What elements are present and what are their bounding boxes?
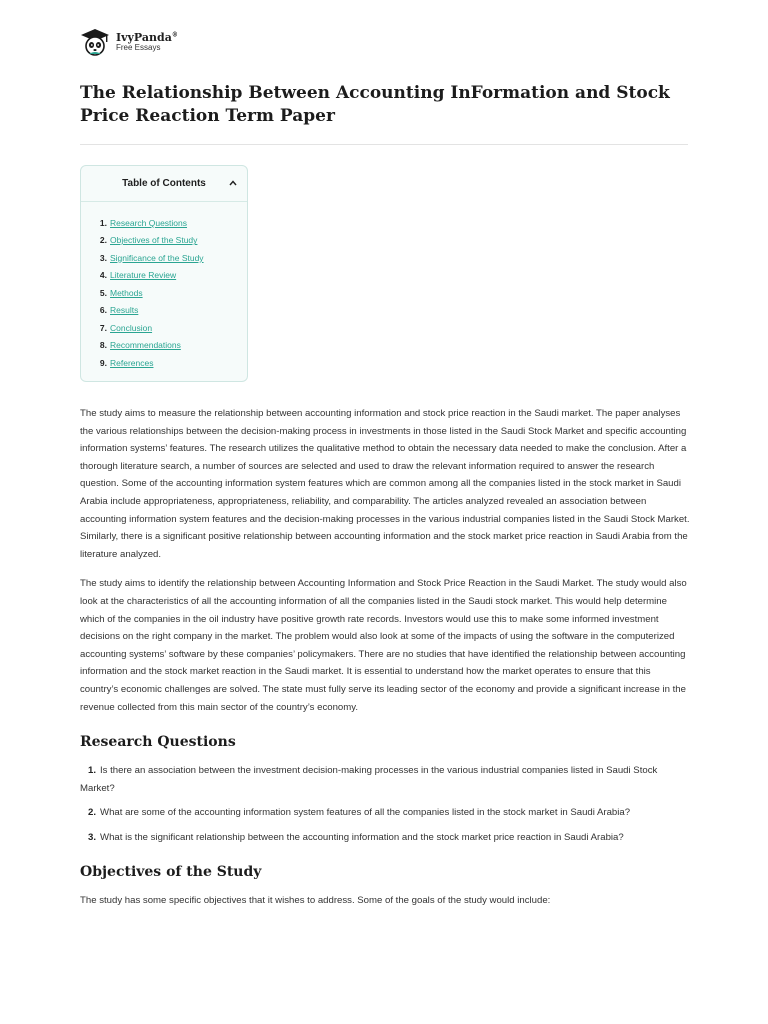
toc-header[interactable] <box>81 166 247 202</box>
toc-link-literature-review[interactable]: Literature Review <box>110 270 177 281</box>
article-body <box>80 405 690 922</box>
logo-name: IvyPanda® <box>116 30 178 44</box>
site-logo[interactable] <box>80 28 178 56</box>
toc-item: 5. Methods <box>99 287 143 298</box>
toc-link-results[interactable]: Results <box>110 305 139 316</box>
toc-link-research-questions[interactable]: Research Questions <box>110 217 188 228</box>
research-questions-heading: Research Questions <box>80 734 236 751</box>
table-of-contents <box>80 165 248 382</box>
abstract-paragraph: The study aims to measure the relationship between accounting information and stock price reaction in the Saudi market. The paper analyses the various relationships between the decision-making process in investments in those listed in the Saudi Stock Market and specific accounting information systems’ features. The research utilizes the qualitative method to obtain the necessary data needed to make the conclusion. After a thorough literature search, a number of sources are selected and used to draw the relevant information required to answer the research question. Some of the accounting information system features which are common among all the companies listed in the stock market in Saudi Arabia include appropriateness, appropriateness, reliability, and comparability. The articles analyzed revealed an association between accounting information system features and the decision-making processes in the various industrial companies listed in the Saudi Stock Market. Similarly, there is a significant positive relationship between accounting information and the stock market price reaction in Saudi Arabia from the literature analyzed. <box>80 408 690 560</box>
toc-item: 1. Research Questions <box>99 217 188 228</box>
toc-title: Table of Contents <box>122 178 206 189</box>
toc-item: 3. Significance of the Study <box>99 252 204 263</box>
toc-link-objectives[interactable]: Objectives of the Study <box>110 235 198 246</box>
toc-item: 9. References <box>99 357 154 368</box>
objectives-intro: The study has some specific objectives that it wishes to address. Some of the goals of the study would include: <box>80 895 551 907</box>
chevron-up-icon[interactable] <box>229 180 237 186</box>
toc-link-conclusion[interactable]: Conclusion <box>110 322 153 333</box>
toc-item: 6. Results <box>99 305 139 316</box>
toc-link-methods[interactable]: Methods <box>110 287 143 298</box>
question-item: 3. What is the significant relationship between the accounting information and the stock market price reaction in Saudi Arabia? <box>88 831 624 843</box>
toc-item: 4. Literature Review <box>99 270 177 281</box>
research-questions-list <box>80 762 690 846</box>
objectives-heading: Objectives of the Study <box>80 864 262 881</box>
toc-item: 7. Conclusion <box>99 322 153 333</box>
question-item: 2. What are some of the accounting information system features of all the companies listed in the stock market in Saudi Arabia? <box>88 807 631 819</box>
question-item: 1. Is there an association between the investment decision-making processes in the various industrial companies listed in Saudi Stock Market? <box>80 765 658 794</box>
toc-link-references[interactable]: References <box>110 357 154 368</box>
toc-link-significance[interactable]: Significance of the Study <box>110 252 204 263</box>
logo-tagline: Free Essays <box>116 42 161 52</box>
title-divider <box>80 144 688 145</box>
toc-link-recommendations[interactable]: Recommendations <box>110 340 181 351</box>
toc-list <box>81 202 247 372</box>
page-title: The Relationship Between Accounting InFormation and Stock Price Reaction Term Paper <box>80 83 670 126</box>
toc-item: 8. Recommendations <box>99 340 181 351</box>
panda-logo-icon <box>80 28 110 56</box>
intro-paragraph: The study aims to identify the relationship between Accounting Information and Stock Price Reaction in the Saudi Market. The study would also look at the characteristics of all the accounting information of all the companies listed in the Saudi stock market. This would help determine which of the companies in the oil industry have positive growth rate records. Investors would use this to make some informed investment decisions on the right company in the market. The problem would also look at some of the impacts of using the software in the computerized accounting systems’ software by these companies’ policymakers. There are no studies that have identified the relationship between accounting information and the stock market reaction in the Saudi market. It is essential to understand how the market operates to ensure that this country’s economic challenges are solved. The state must fully serve its leading sector of the economy and provide a significant increase in the revenue collected from this main sector of the country’s economy. <box>80 578 687 713</box>
toc-item: 2. Objectives of the Study <box>99 235 198 246</box>
